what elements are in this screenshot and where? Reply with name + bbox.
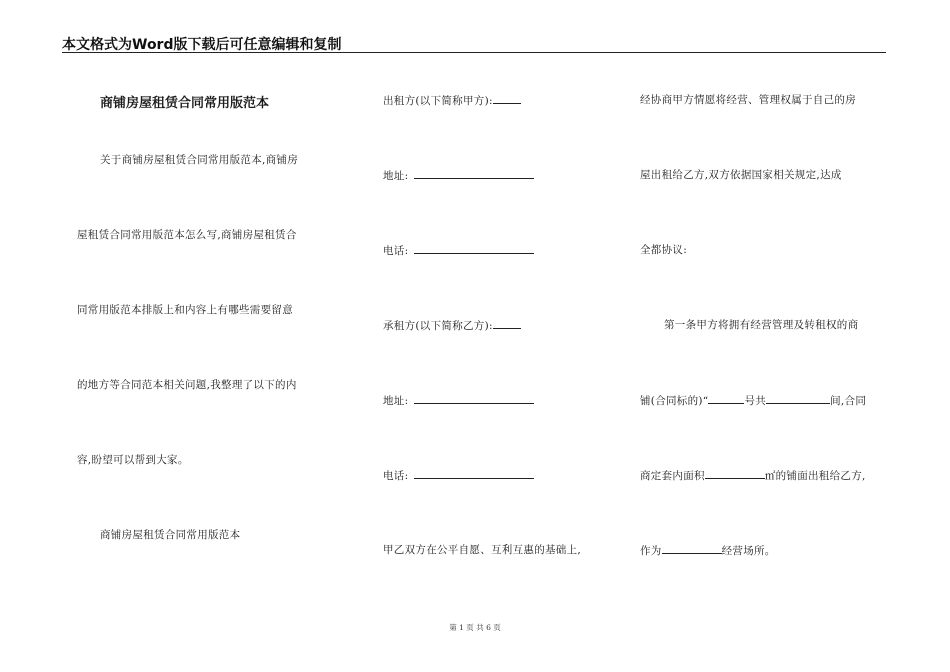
body-line: 屋租赁合同常用版范本怎么写,商铺房屋租赁合: [77, 229, 297, 241]
text-segment: 作为: [640, 545, 662, 557]
body-line: 甲乙双方在公平自愿、互利互惠的基础上,: [383, 544, 582, 556]
clause-line: [640, 468, 866, 483]
address2-field: [383, 393, 534, 408]
address2-label: 地址:: [383, 395, 409, 407]
text-segment: 号共: [744, 395, 767, 407]
shop-number-blank: [708, 393, 744, 404]
business-type-blank: [662, 543, 722, 554]
address1-label: 地址:: [383, 170, 409, 182]
body-line: 关于商铺房屋租赁合同常用版范本,商铺房: [100, 154, 299, 166]
document-title: 商铺房屋租赁合同常用版范本: [100, 96, 270, 111]
lessee-label: 承租方(以下简称乙方):: [383, 320, 493, 332]
area-blank: [705, 468, 765, 479]
body-line: 全都协议:: [640, 244, 688, 256]
lessor-field: [383, 93, 521, 108]
body-line: 屋出租给乙方,双方依据国家相关规定,达成: [640, 169, 842, 181]
lessor-blank: [493, 93, 521, 104]
section-heading: 商铺房屋租赁合同常用版范本: [100, 529, 241, 541]
document-header: 本文格式为Word版下载后可任意编辑和复制: [62, 37, 342, 53]
phone2-label: 电话:: [383, 470, 409, 482]
phone1-field: [383, 243, 534, 258]
room-count-blank: [766, 393, 830, 404]
text-segment: 铺(合同标的)“: [640, 395, 709, 407]
address1-field: [383, 168, 534, 183]
body-line: 的地方等合同范本相关问题,我整理了以下的内: [77, 379, 297, 391]
text-segment: 经营场所。: [721, 545, 776, 557]
text-segment: ㎡的铺面出租给乙方,: [764, 470, 866, 482]
body-line: 同常用版范本排版上和内容上有哪些需要留意: [77, 304, 293, 316]
text-segment: 商定套内面积: [640, 470, 705, 482]
lessee-field: [383, 318, 521, 333]
address2-blank: [414, 393, 534, 404]
page-number: 第 1 页 共 6 页: [449, 623, 501, 632]
header-divider: [62, 52, 886, 53]
lessee-blank: [493, 318, 521, 329]
phone2-blank: [414, 468, 534, 479]
phone2-field: [383, 468, 534, 483]
lessor-label: 出租方(以下简称甲方):: [383, 95, 493, 107]
clause-line: 第一条甲方将拥有经营管理及转租权的商: [664, 319, 859, 331]
address1-blank: [414, 168, 534, 179]
phone1-label: 电话:: [383, 245, 409, 257]
phone1-blank: [414, 243, 534, 254]
body-line: 容,盼望可以帮到大家。: [77, 454, 189, 466]
clause-line: [640, 393, 866, 408]
text-segment: 间,合同: [830, 395, 867, 407]
body-line: 经协商甲方情愿将经营、管理权属于自己的房: [640, 94, 856, 106]
clause-line: [640, 543, 776, 558]
